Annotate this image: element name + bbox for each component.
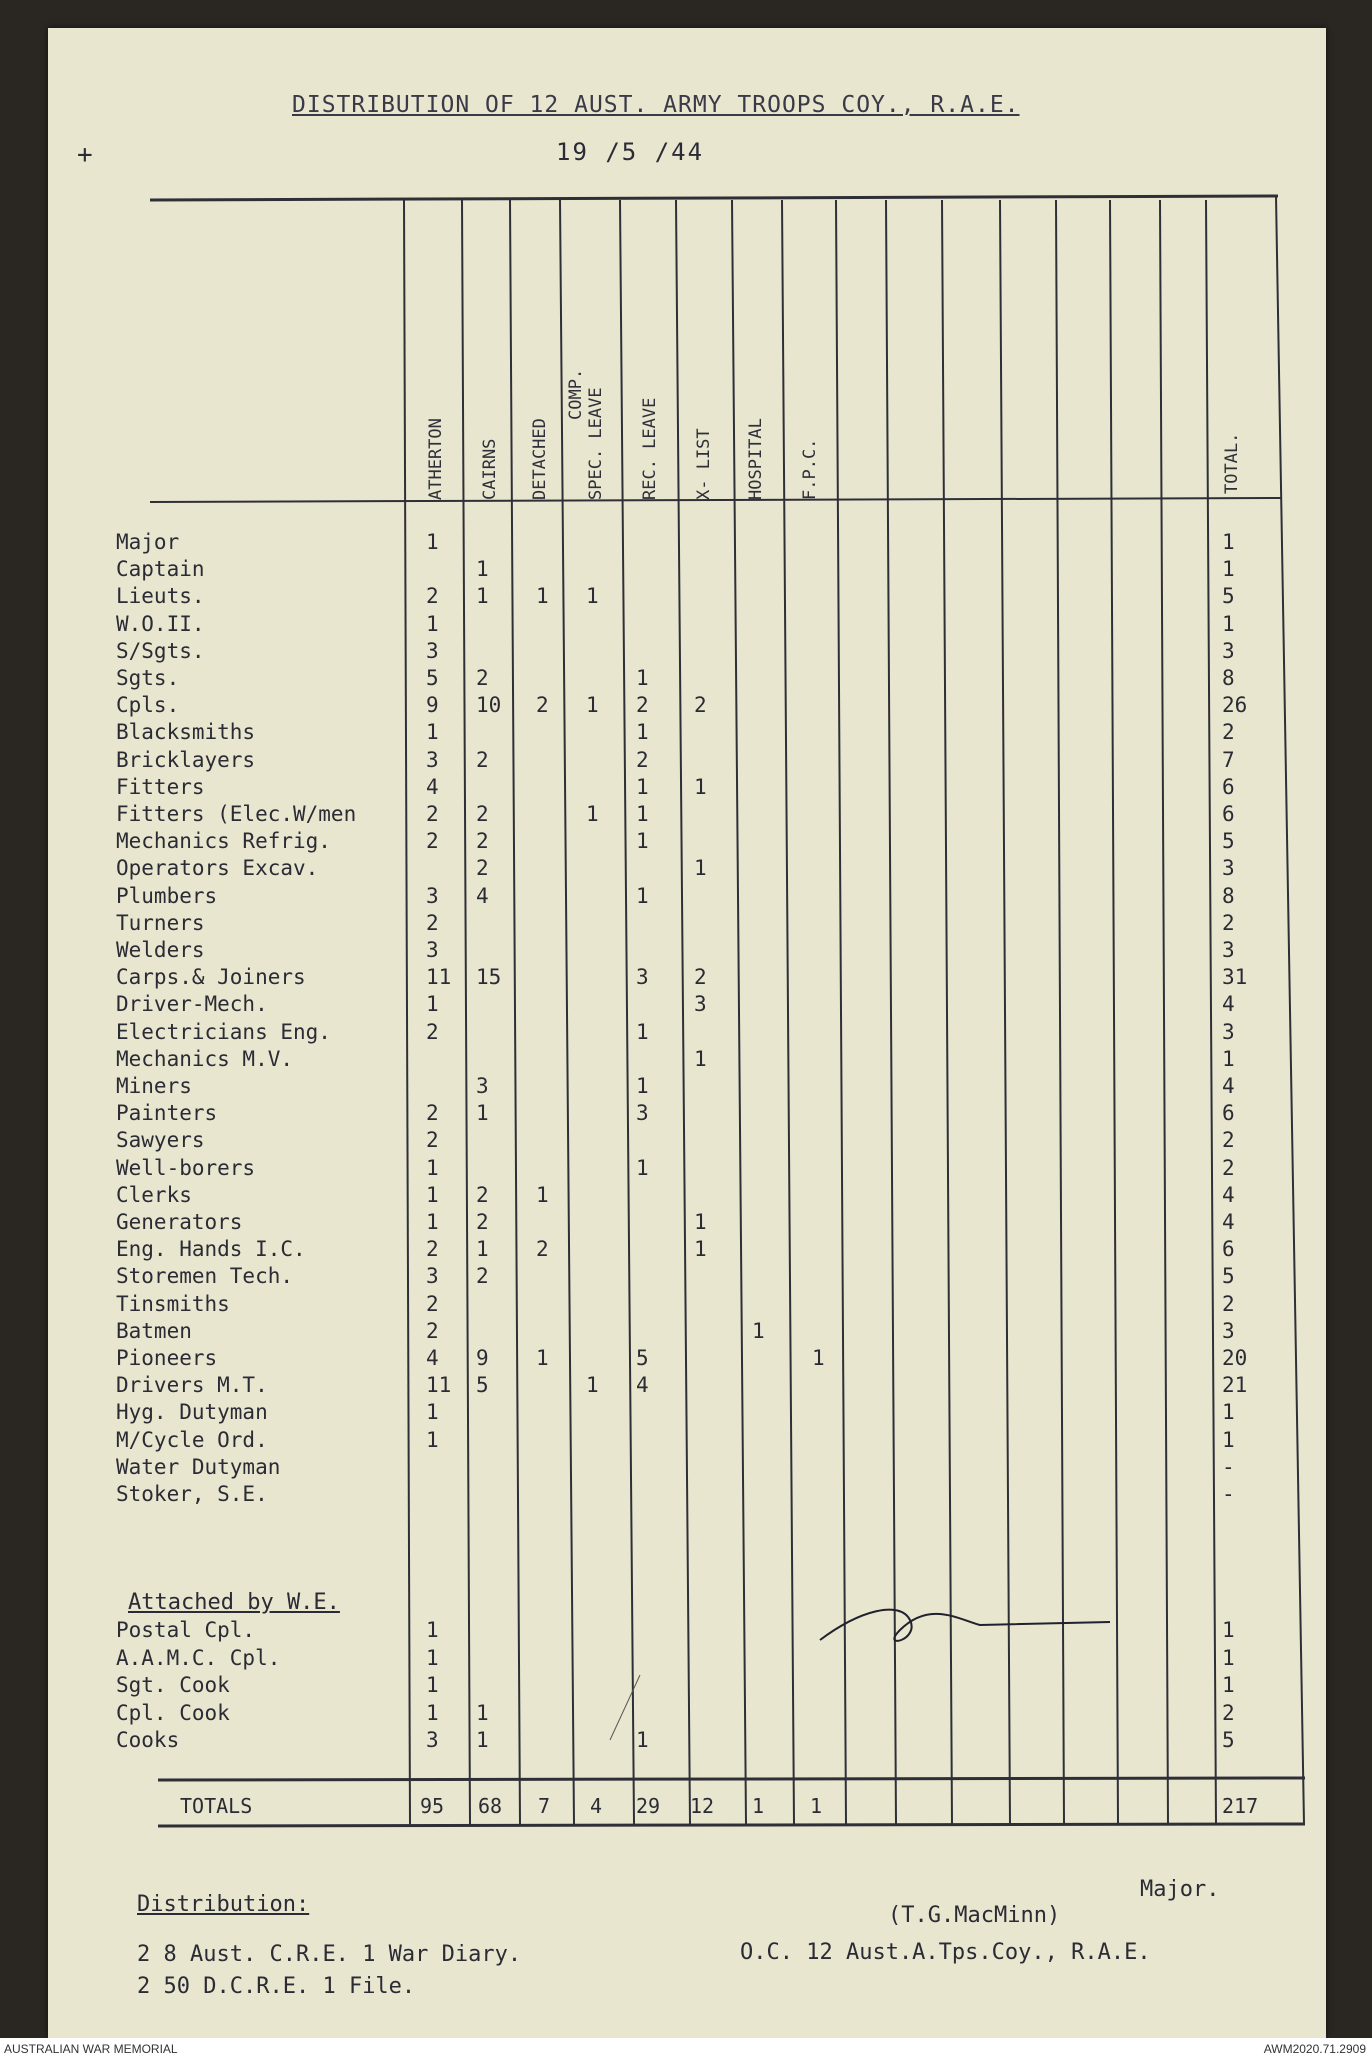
table-cell: 3	[426, 938, 439, 962]
table-cell: 1	[476, 584, 489, 609]
table-cell: 2	[426, 1101, 439, 1126]
row-total: 20	[1222, 1346, 1248, 1370]
table-cell: 1	[426, 1427, 439, 1452]
distribution-qty: 2	[137, 1974, 151, 1999]
table-cell: 1	[426, 1618, 439, 1642]
column-total: 12	[690, 1794, 715, 1818]
table-cell: 1	[636, 1728, 649, 1752]
table-cell: 1	[636, 883, 649, 908]
column-header-detached: DETACHED	[530, 418, 550, 500]
row-label: Clerks	[116, 1182, 192, 1207]
table-cell: 5	[476, 1373, 489, 1398]
table-cell: 1	[694, 1046, 707, 1071]
row-label: Tinsmiths	[116, 1291, 230, 1316]
row-label: A.A.M.C. Cpl.	[116, 1645, 281, 1670]
row-label: S/Sgts.	[116, 638, 205, 663]
column-total: 29	[636, 1794, 661, 1818]
row-label: Pioneers	[116, 1346, 218, 1370]
distribution-heading: Distribution:	[137, 1892, 310, 1917]
table-cell: 3	[636, 965, 649, 990]
row-label: Operators Excav.	[116, 856, 319, 881]
column-header-rec-leave: REC. LEAVE	[640, 397, 660, 500]
row-label: Cooks	[116, 1728, 180, 1752]
row-label: Electricians Eng.	[116, 1019, 331, 1044]
column-header-fpc: F.P.C.	[800, 438, 820, 500]
table-cell: 2	[476, 856, 489, 881]
row-total: 1	[1222, 1673, 1235, 1697]
row-total: 1	[1222, 530, 1235, 554]
column-header-spec-leave: SPEC. LEAVE	[586, 387, 606, 500]
table-cell: 11	[426, 965, 452, 990]
margin-mark: +	[77, 140, 93, 170]
row-total: 2	[1222, 1291, 1235, 1316]
row-label: Turners	[116, 910, 205, 935]
row-label: Cpl. Cook	[116, 1700, 230, 1725]
table-cell: 3	[426, 747, 439, 772]
column-total: 4	[590, 1794, 603, 1818]
table-cell: 1	[586, 693, 599, 718]
table-cell: 2	[476, 747, 489, 772]
table-cell: 2	[636, 747, 649, 772]
table-cell: 2	[476, 1182, 489, 1207]
row-total: 7	[1222, 747, 1235, 772]
row-total: 21	[1222, 1373, 1248, 1398]
row-total: 5	[1222, 829, 1235, 854]
row-total: 8	[1222, 666, 1235, 690]
row-label: Stoker, S.E.	[116, 1482, 268, 1506]
document-title: DISTRIBUTION OF 12 AUST. ARMY TROOPS COY., R.A.E.	[292, 92, 1020, 118]
attached-heading: Attached by W.E.	[128, 1590, 340, 1615]
table-cell: 3	[426, 883, 439, 908]
distribution-extra: 1 File.	[322, 1974, 416, 1999]
row-label: Storemen Tech.	[116, 1264, 294, 1289]
row-label: Postal Cpl.	[116, 1618, 256, 1642]
table-cell: 3	[426, 638, 439, 663]
table-cell: 4	[476, 883, 489, 908]
row-total: 3	[1222, 1318, 1235, 1343]
document-date: 19 /5 /44	[556, 138, 705, 166]
table-cell: 2	[426, 802, 439, 826]
column-header-hospital: HOSPITAL	[746, 418, 766, 500]
table-cell: 1	[426, 1673, 439, 1697]
table-cell: 1	[636, 1155, 649, 1180]
row-label: Bricklayers	[116, 747, 256, 772]
distribution-to: 50 D.C.R.E.	[163, 1974, 310, 1999]
row-total: -	[1222, 1482, 1235, 1506]
table-cell: 2	[694, 965, 707, 990]
table-cell: 1	[426, 1182, 439, 1207]
row-label: Plumbers	[116, 883, 218, 908]
table-cell: 1	[426, 992, 439, 1017]
table-cell: 1	[586, 1373, 599, 1398]
row-total: 26	[1222, 693, 1248, 718]
distribution-extra: 1 War Diary.	[362, 1942, 522, 1967]
signature-position: O.C. 12 Aust.A.Tps.Coy., R.A.E.	[740, 1940, 1151, 1965]
row-label: M/Cycle Ord.	[116, 1427, 268, 1452]
table-cell: 4	[636, 1373, 649, 1398]
column-header-x-list: X- LIST	[694, 428, 714, 500]
table-cell: 2	[476, 1210, 489, 1234]
column-header-atherton: ATHERTON	[426, 418, 446, 500]
row-label: Lieuts.	[116, 584, 205, 609]
table-cell: 1	[586, 584, 599, 609]
row-total: 3	[1222, 938, 1235, 962]
row-label: Water Dutyman	[116, 1454, 281, 1479]
table-cell: 1	[476, 557, 489, 582]
table-cell: 3	[476, 1074, 489, 1098]
table-cell: 3	[426, 1264, 439, 1289]
row-total: 2	[1222, 720, 1235, 745]
distribution-to: 8 Aust. C.R.E.	[163, 1942, 349, 1967]
table-cell: 1	[636, 1074, 649, 1098]
table-cell: 1	[636, 774, 649, 799]
distribution-qty: 2	[137, 1942, 151, 1967]
row-label: Welders	[116, 938, 205, 962]
row-total: 1	[1222, 1645, 1235, 1670]
table-cell: 1	[426, 1155, 439, 1180]
row-total: 2	[1222, 910, 1235, 935]
table-cell: 1	[694, 1210, 707, 1234]
table-cell: 2	[426, 829, 439, 854]
row-label: Major	[116, 530, 180, 554]
table-cell: 4	[426, 1346, 439, 1370]
row-label: Fitters (Elec.W/men	[116, 802, 357, 826]
row-total: 4	[1222, 1182, 1235, 1207]
table-cell: 1	[636, 1019, 649, 1044]
row-total: 31	[1222, 965, 1248, 990]
row-total: -	[1222, 1454, 1235, 1479]
table-cell: 1	[536, 1346, 549, 1370]
table-cell: 2	[636, 693, 649, 718]
table-cell: 1	[694, 774, 707, 799]
column-total: 95	[420, 1794, 445, 1818]
table-cell: 2	[476, 1264, 489, 1289]
table-cell: 11	[426, 1373, 452, 1398]
row-total: 1	[1222, 1427, 1235, 1452]
totals-label: TOTALS	[180, 1794, 253, 1818]
table-cell: 1	[536, 584, 549, 609]
row-total: 5	[1222, 1264, 1235, 1289]
table-cell: 1	[752, 1318, 765, 1343]
table-cell: 5	[426, 666, 439, 690]
row-total: 6	[1222, 802, 1235, 826]
distribution-line-1	[137, 1942, 521, 1967]
table-cell: 2	[536, 1237, 549, 1262]
table-cell: 1	[426, 720, 439, 745]
row-label: Sgt. Cook	[116, 1673, 230, 1697]
table-cell: 1	[636, 666, 649, 690]
row-total: 5	[1222, 584, 1235, 609]
archive-right: AWM2020.71.2909	[1263, 2042, 1366, 2056]
table-cell: 1	[476, 1237, 489, 1262]
row-label: Fitters	[116, 774, 205, 799]
row-label: Batmen	[116, 1318, 192, 1343]
table-cell: 1	[426, 1210, 439, 1234]
row-label: Miners	[116, 1074, 192, 1098]
row-total: 4	[1222, 1074, 1235, 1098]
row-label: Blacksmiths	[116, 720, 256, 745]
row-label: Carps.& Joiners	[116, 965, 306, 990]
table-cell: 1	[812, 1346, 825, 1370]
column-total: 1	[752, 1794, 765, 1818]
table-cell: 9	[426, 693, 439, 718]
table-cell: 2	[426, 1128, 439, 1153]
row-label: Drivers M.T.	[116, 1373, 268, 1398]
table-cell: 9	[476, 1346, 489, 1370]
table-cell: 2	[426, 1237, 439, 1262]
row-total: 8	[1222, 883, 1235, 908]
row-label: Painters	[116, 1101, 218, 1126]
table-cell: 1	[426, 1645, 439, 1670]
table-cell: 1	[694, 856, 707, 881]
row-total: 1	[1222, 557, 1235, 582]
table-cell: 3	[426, 1728, 439, 1752]
table-cell: 1	[426, 1700, 439, 1725]
row-label: Eng. Hands I.C.	[116, 1237, 306, 1262]
row-label: Captain	[116, 557, 205, 582]
table-cell: 1	[694, 1237, 707, 1262]
table-cell: 1	[426, 1400, 439, 1425]
table-cell: 2	[426, 1019, 439, 1044]
row-label: Hyg. Dutyman	[116, 1400, 268, 1425]
archive-left: AUSTRALIAN WAR MEMORIAL	[4, 2042, 178, 2056]
column-header-cairns: CAIRNS	[480, 438, 500, 500]
column-total: 7	[538, 1794, 551, 1818]
table-cell: 2	[426, 910, 439, 935]
table-cell: 2	[694, 693, 707, 718]
row-label: Sawyers	[116, 1128, 205, 1153]
row-total: 4	[1222, 1210, 1235, 1234]
column-total: 1	[810, 1794, 823, 1818]
signature-rank: Major.	[1140, 1877, 1220, 1902]
table-cell: 5	[636, 1346, 649, 1370]
row-total: 1	[1222, 1618, 1235, 1642]
table-cell: 1	[586, 802, 599, 826]
table-cell: 2	[476, 802, 489, 826]
table-cell: 2	[426, 1291, 439, 1316]
table-cell: 2	[426, 1318, 439, 1343]
archive-footer	[0, 2038, 1372, 2061]
column-header-comp: COMP.	[566, 368, 586, 420]
row-total: 6	[1222, 1237, 1235, 1262]
row-total: 3	[1222, 856, 1235, 881]
table-cell: 15	[476, 965, 502, 990]
signature-name: (T.G.MacMinn)	[888, 1903, 1061, 1928]
table-cell: 2	[476, 666, 489, 690]
row-label: Mechanics M.V.	[116, 1046, 294, 1071]
row-label: Generators	[116, 1210, 243, 1234]
column-header-total: TOTAL.	[1222, 432, 1242, 494]
row-total: 3	[1222, 638, 1235, 663]
table-cell: 2	[536, 693, 549, 718]
row-total: 2	[1222, 1155, 1235, 1180]
row-total: 2	[1222, 1700, 1235, 1725]
table-cell: 4	[426, 774, 439, 799]
table-cell: 3	[694, 992, 707, 1017]
row-label: Well-borers	[116, 1155, 256, 1180]
table-cell: 2	[426, 584, 439, 609]
table-cell: 1	[636, 720, 649, 745]
row-label: Sgts.	[116, 666, 180, 690]
table-cell: 1	[426, 530, 439, 554]
row-total: 3	[1222, 1019, 1235, 1044]
table-cell: 1	[636, 829, 649, 854]
row-total: 4	[1222, 992, 1235, 1017]
row-total: 2	[1222, 1128, 1235, 1153]
row-total: 1	[1222, 1400, 1235, 1425]
row-total: 1	[1222, 611, 1235, 636]
row-label: W.O.II.	[116, 611, 205, 636]
table-cell: 1	[636, 802, 649, 826]
row-total: 5	[1222, 1728, 1235, 1752]
table-cell: 2	[476, 829, 489, 854]
table-cell: 10	[476, 693, 502, 718]
row-total: 6	[1222, 1101, 1235, 1126]
table-cell: 3	[636, 1101, 649, 1126]
column-total: 68	[478, 1794, 503, 1818]
distribution-line-2	[137, 1974, 415, 1999]
grand-total: 217	[1222, 1794, 1259, 1818]
table-cell: 1	[476, 1728, 489, 1752]
row-total: 1	[1222, 1046, 1235, 1071]
row-label: Driver-Mech.	[116, 992, 268, 1017]
table-cell: 1	[536, 1182, 549, 1207]
table-cell: 1	[476, 1700, 489, 1725]
row-label: Mechanics Refrig.	[116, 829, 331, 854]
row-total: 6	[1222, 774, 1235, 799]
table-cell: 1	[476, 1101, 489, 1126]
row-label: Cpls.	[116, 693, 180, 718]
table-cell: 1	[426, 611, 439, 636]
